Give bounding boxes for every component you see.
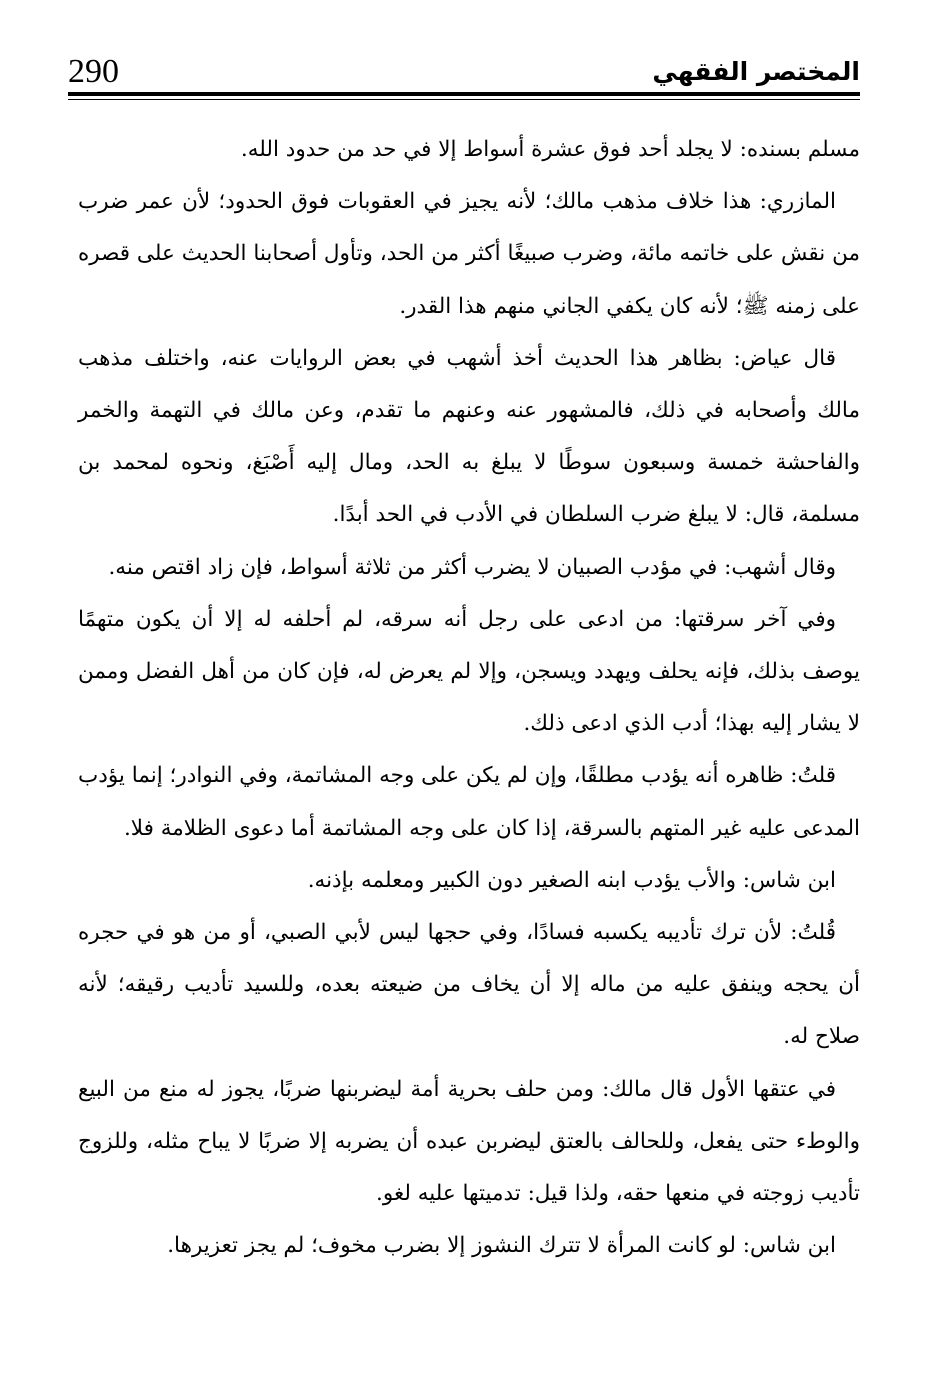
page-number: 290 [68,53,119,90]
paragraph-ibn-shas-2: ابن شاس: لو كانت المرأة لا تترك النشوز إلا بضرب مخوف؛ لم يجز تعزيرها. [167,1233,836,1259]
page-body [78,124,860,1272]
paragraph-iyad: قال عياض: بظاهر هذا الحديث أخذ أشهب في بعض الروايات عنه، واختلف مذهب مالك وأصحابه في ذلك، فالمشهور عنه وعنهم ما تقدم، وعن مالك في التهمة والخمر والفاحشة خمسة وسبعون سوطًا لا يبلغ به الحد، ومال إليه أَصْبَغ، ونحوه لمحمد بن مسلمة، قال: لا يبلغ ضرب السلطان في الأدب في الحد أبدًا. [78,345,860,528]
paragraph-qultu-1: قلتُ: ظاهره أنه يؤدب مطلقًا، وإن لم يكن على وجه المشاتمة، وفي النوادر؛ إنما يؤدب المدعى عليه غير المتهم بالسرقة، إذا كان على وجه المشاتمة أما دعوى الظلامة فلا. [78,763,860,841]
paragraph-itq: في عتقها الأول قال مالك: ومن حلف بحرية أمة ليضربنها ضربًا، يجوز له منع من البيع والوطء حتى يفعل، وللحالف بالعتق ليضربن عبده أن يضربه إلا ضربًا لا يباح مثله، وللزوج تأديب زوجته في منعها حقه، ولذا قيل: تدميتها عليه لغو. [78,1076,860,1207]
header-rule-thin [68,99,860,100]
paragraph-sariqa: وفي آخر سرقتها: من ادعى على رجل أنه سرقه، لم أحلفه له إلا أن يكون متهمًا يوصف بذلك، فإنه يحلف ويهدد ويسجن، وإلا لم يعرض له، فإن كان من أهل الفضل وممن لا يشار إليه بهذا؛ أدب الذي ادعى ذلك. [78,606,860,737]
paragraph-muslim: مسلم بسنده: لا يجلد أحد فوق عشرة أسواط إلا في حد من حدود الله. [240,137,860,162]
header-rule-thick [68,92,860,96]
page-header [68,52,860,96]
paragraph-ibn-shas-1: ابن شاس: والأب يؤدب ابنه الصغير دون الكبير ومعلمه بإذنه. [307,867,836,893]
running-title: المختصر الفقهي [652,57,860,86]
paragraph-qultu-2: قُلتُ: لأن ترك تأديبه يكسبه فسادًا، وفي حجها ليس لأبي الصبي، أو من هو في حجره أن يحجه وينفق عليه من ماله إلا أن يخاف من ضيعته بعده، وللسيد تأديب رقيقه؛ لأنه صلاح له. [78,920,860,1050]
paragraph-mazari: المازري: هذا خلاف مذهب مالك؛ لأنه يجيز في العقوبات فوق الحدود؛ لأن عمر ضرب من نقش على خاتمه مائة، وضرب صبيغًا أكثر من الحد، وتأول أصحابنا الحديث على قصره على زمنه ﷺ؛ لأنه كان يكفي الجاني منهم هذا القدر. [78,189,860,319]
paragraph-ashhab: وقال أشهب: في مؤدب الصبيان لا يضرب أكثر من ثلاثة أسواط، فإن زاد اقتص منه. [108,554,836,580]
